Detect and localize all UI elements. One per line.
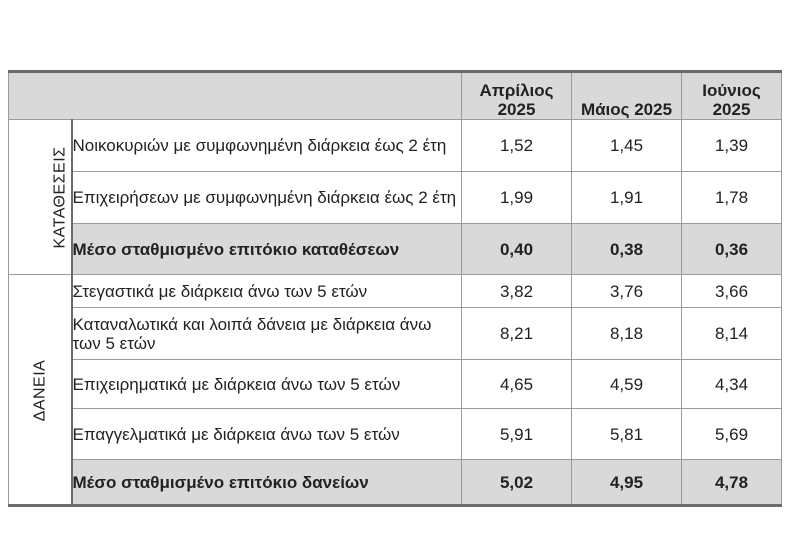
cell-value: 1,78 bbox=[682, 172, 782, 224]
row-label: Επιχειρήσεων με συμφωνημένη διάρκεια έως 2 έτη bbox=[72, 172, 462, 224]
table-row bbox=[9, 308, 782, 360]
row-label: Επιχειρηματικά με διάρκεια άνω των 5 ετών bbox=[72, 360, 462, 409]
row-label: Στεγαστικά με διάρκεια άνω των 5 ετών bbox=[72, 275, 462, 308]
loans-vertical-label: ΔΑΝΕΙΑ bbox=[31, 359, 49, 421]
cell-value: 5,91 bbox=[462, 409, 572, 460]
cell-value: 1,99 bbox=[462, 172, 572, 224]
cell-value: 0,40 bbox=[462, 224, 572, 275]
row-label: Νοικοκυριών με συμφωνημένη διάρκεια έως 2 έτη bbox=[72, 120, 462, 172]
group-label-loans bbox=[9, 275, 72, 506]
cell-value: 5,81 bbox=[572, 409, 682, 460]
cell-value: 0,36 bbox=[682, 224, 782, 275]
table-row bbox=[9, 172, 782, 224]
column-header-may: Μάιος 2025 bbox=[572, 72, 682, 120]
deposits-vertical-label: ΚΑΤΑΘΕΣΕΙΣ bbox=[51, 146, 69, 249]
column-header-june: Ιούνιος 2025 bbox=[682, 72, 782, 120]
cell-value: 1,45 bbox=[572, 120, 682, 172]
header-blank-cell bbox=[9, 72, 462, 120]
cell-value: 3,76 bbox=[572, 275, 682, 308]
cell-value: 4,59 bbox=[572, 360, 682, 409]
interest-rates-table bbox=[8, 70, 782, 507]
table-row bbox=[9, 409, 782, 460]
table-row bbox=[9, 120, 782, 172]
cell-value: 5,69 bbox=[682, 409, 782, 460]
cell-value: 4,34 bbox=[682, 360, 782, 409]
cell-value: 4,78 bbox=[682, 460, 782, 506]
cell-value: 5,02 bbox=[462, 460, 572, 506]
header-row bbox=[9, 72, 782, 120]
row-label: Μέσο σταθμισμένο επιτόκιο δανείων bbox=[72, 460, 462, 506]
column-header-april: Απρίλιος 2025 bbox=[462, 72, 572, 120]
cell-value: 3,66 bbox=[682, 275, 782, 308]
cell-value: 1,52 bbox=[462, 120, 572, 172]
cell-value: 1,91 bbox=[572, 172, 682, 224]
cell-value: 0,38 bbox=[572, 224, 682, 275]
cell-value: 4,95 bbox=[572, 460, 682, 506]
table-row bbox=[9, 275, 782, 308]
cell-value: 8,14 bbox=[682, 308, 782, 360]
row-label: Επαγγελματικά με διάρκεια άνω των 5 ετών bbox=[72, 409, 462, 460]
row-label: Καταναλωτικά και λοιπά δάνεια με διάρκεια άνω των 5 ετών bbox=[72, 308, 462, 360]
cell-value: 8,18 bbox=[572, 308, 682, 360]
row-label: Μέσο σταθμισμένο επιτόκιο καταθέσεων bbox=[72, 224, 462, 275]
total-row-deposits bbox=[9, 224, 782, 275]
table-row bbox=[9, 360, 782, 409]
group-label-deposits bbox=[9, 120, 72, 275]
cell-value: 4,65 bbox=[462, 360, 572, 409]
cell-value: 1,39 bbox=[682, 120, 782, 172]
cell-value: 8,21 bbox=[462, 308, 572, 360]
total-row-loans bbox=[9, 460, 782, 506]
cell-value: 3,82 bbox=[462, 275, 572, 308]
